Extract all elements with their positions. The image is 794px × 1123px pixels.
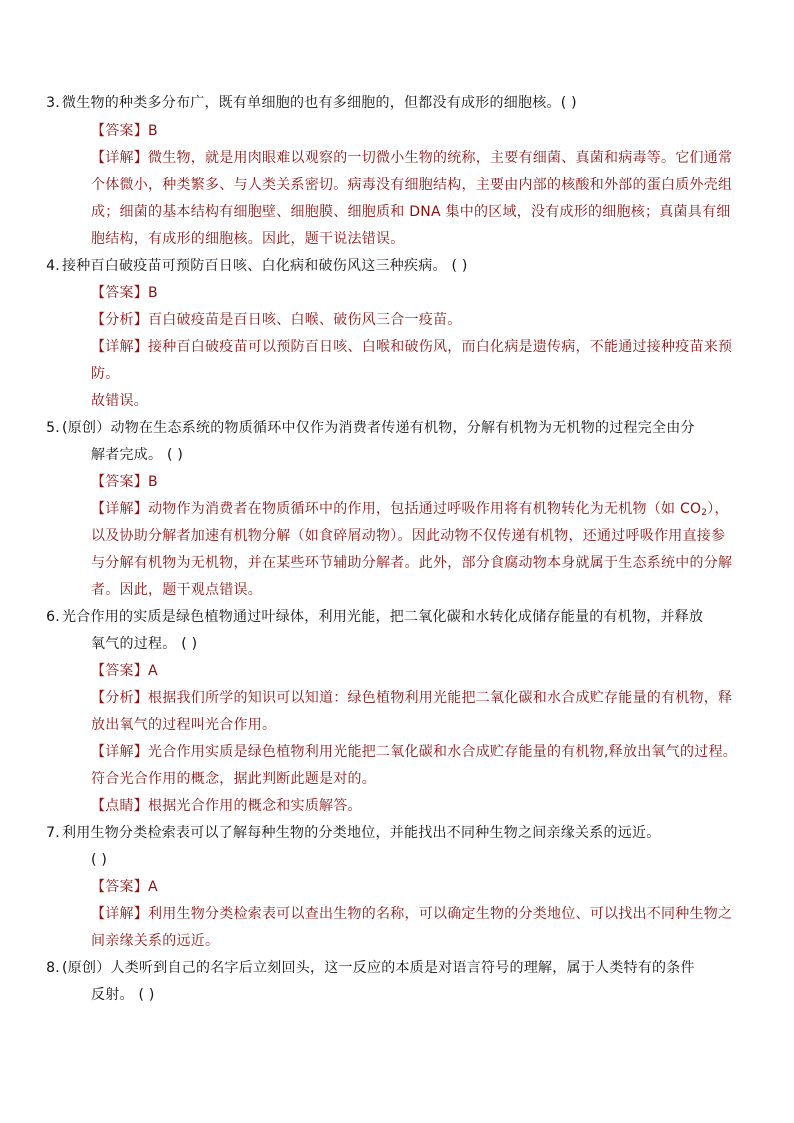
question-3	[46, 90, 734, 253]
detail-line: 防。	[91, 366, 120, 382]
question-number: 8.	[46, 960, 60, 976]
answer-line	[62, 658, 734, 685]
point-tag: 【点睛】	[91, 798, 148, 814]
detail-line: 成；细菌的基本结构有细胞壁、细胞膜、细胞质和 DNA 集中的区域，没有成形的细胞核；真菌具有细	[91, 204, 731, 220]
analysis-line: 放出氧气的过程叫光合作用。	[91, 717, 277, 733]
analysis-line	[62, 307, 734, 334]
detail-tag: 【详解】	[91, 339, 148, 355]
detail-line	[62, 901, 734, 928]
detail-text: 微生物，就是用肉眼难以观察的一切微小生物的统称，主要有细菌、真菌和病毒等。它们通常	[148, 150, 733, 166]
answer-line	[62, 280, 734, 307]
extra-note: 故错误。	[91, 393, 148, 409]
answer-value: B	[148, 474, 158, 490]
detail-text: 动物作为消费者在物质循环中的作用，包括通过呼吸作用将有机物转化为无机物（如 CO	[148, 501, 702, 517]
question-text: (原创）人类听到自己的名字后立刻回头，这一反应的本质是对语言符号的理解，属于人类特有的条件	[62, 960, 695, 976]
question-number: 7.	[46, 825, 60, 841]
subscript: 2	[701, 508, 708, 518]
answer-value: A	[148, 879, 158, 895]
question-number: 4.	[46, 258, 60, 274]
analysis-tag: 【分析】	[91, 312, 148, 328]
question-stem-line	[46, 820, 734, 847]
detail-text: 利用生物分类检索表可以查出生物的名称，可以确定生物的分类地位、可以找出不同种生物之	[148, 906, 733, 922]
question-number: 5.	[46, 420, 60, 436]
detail-line	[62, 496, 734, 523]
question-text: 利用生物分类检索表可以了解每种生物的分类地位，并能找出不同种生物之间亲缘关系的远近。	[62, 825, 661, 841]
detail-line: 与分解有机物为无机物，并在某些环节辅助分解者。此外，部分食腐动物本身就属于生态系统中的分解	[91, 555, 733, 571]
question-list	[46, 90, 737, 1009]
question-text: 微生物的种类多分布广，既有单细胞的也有多细胞的，但都没有成形的细胞核。( )	[62, 95, 577, 111]
question-stem-line: 氧气的过程。 ( )	[91, 636, 198, 652]
detail-text: 接种百白破疫苗可以预防百日咳、白喉和破伤风，而白化病是遗传病，不能通过接种疫苗来预	[148, 339, 733, 355]
answer-value: B	[148, 123, 158, 139]
answer-line	[62, 118, 734, 145]
detail-text: ），	[707, 501, 729, 517]
analysis-line	[62, 685, 734, 712]
question-stem-line	[46, 604, 734, 631]
question-text: (原创）动物在生态系统的物质循环中仅作为消费者传递有机物，分解有机物为无机物的过程完全由分	[62, 420, 695, 436]
question-8	[46, 955, 734, 1009]
question-5	[46, 415, 734, 604]
question-stem-line: 解者完成。 ( )	[91, 447, 184, 463]
question-stem-line	[46, 955, 734, 982]
question-6	[46, 604, 737, 820]
question-stem-line	[46, 90, 734, 117]
point-line	[62, 793, 734, 820]
question-stem-line: ( )	[91, 852, 108, 868]
detail-tag: 【详解】	[91, 906, 148, 922]
detail-line: 以及协助分解者加速有机物分解（如食碎屑动物）。因此动物不仅传递有机物，还通过呼吸作用直接参	[91, 528, 726, 544]
answer-tag: 【答案】	[91, 123, 148, 139]
detail-text: 光合作用实质是绿色植物利用光能把二氧化碳和水合成贮存能量的有机物,释放出氧气的过程。	[148, 744, 737, 760]
question-text: 接种百白破疫苗可预防百日咳、白化病和破伤风这三种疾病。 ( )	[62, 258, 468, 274]
answer-tag: 【答案】	[91, 879, 148, 895]
answer-tag: 【答案】	[91, 474, 148, 490]
question-4	[46, 253, 734, 415]
detail-tag: 【详解】	[91, 150, 148, 166]
question-7	[46, 820, 734, 955]
answer-tag: 【答案】	[91, 285, 148, 301]
answer-line	[62, 469, 734, 496]
detail-line: 个体微小，种类繁多、与人类关系密切。病毒没有细胞结构，主要由内部的核酸和外部的蛋白质外壳组	[91, 177, 733, 193]
detail-line	[62, 145, 734, 172]
detail-line	[62, 334, 734, 361]
detail-tag: 【详解】	[91, 744, 148, 760]
answer-line	[62, 874, 734, 901]
answer-value: A	[148, 663, 158, 679]
answer-value: B	[148, 285, 158, 301]
point-text: 根据光合作用的概念和实质解答。	[148, 798, 362, 814]
question-stem-line	[46, 415, 734, 442]
detail-line: 者。因此，题干观点错误。	[91, 582, 262, 598]
detail-line: 间亲缘关系的远近。	[91, 933, 220, 949]
detail-line: 符合光合作用的概念，据此判断此题是对的。	[91, 771, 376, 787]
detail-tag: 【详解】	[91, 501, 148, 517]
detail-line	[62, 739, 737, 766]
analysis-text: 根据我们所学的知识可以知道：绿色植物利用光能把二氧化碳和水合成贮存能量的有机物，释	[148, 690, 733, 706]
analysis-tag: 【分析】	[91, 690, 148, 706]
question-stem-line	[46, 253, 734, 280]
detail-line: 胞结构，有成形的细胞核。因此，题干说法错误。	[91, 231, 405, 247]
question-number: 3.	[46, 95, 60, 111]
question-text: 光合作用的实质是绿色植物通过叶绿体，利用光能，把二氧化碳和水转化成储存能量的有机物，并释放	[62, 609, 704, 625]
answer-tag: 【答案】	[91, 663, 148, 679]
analysis-text: 百白破疫苗是百日咳、白喉、破伤风三合一疫苗。	[148, 312, 462, 328]
question-stem-line: 反射。 ( )	[91, 987, 155, 1003]
question-number: 6.	[46, 609, 60, 625]
